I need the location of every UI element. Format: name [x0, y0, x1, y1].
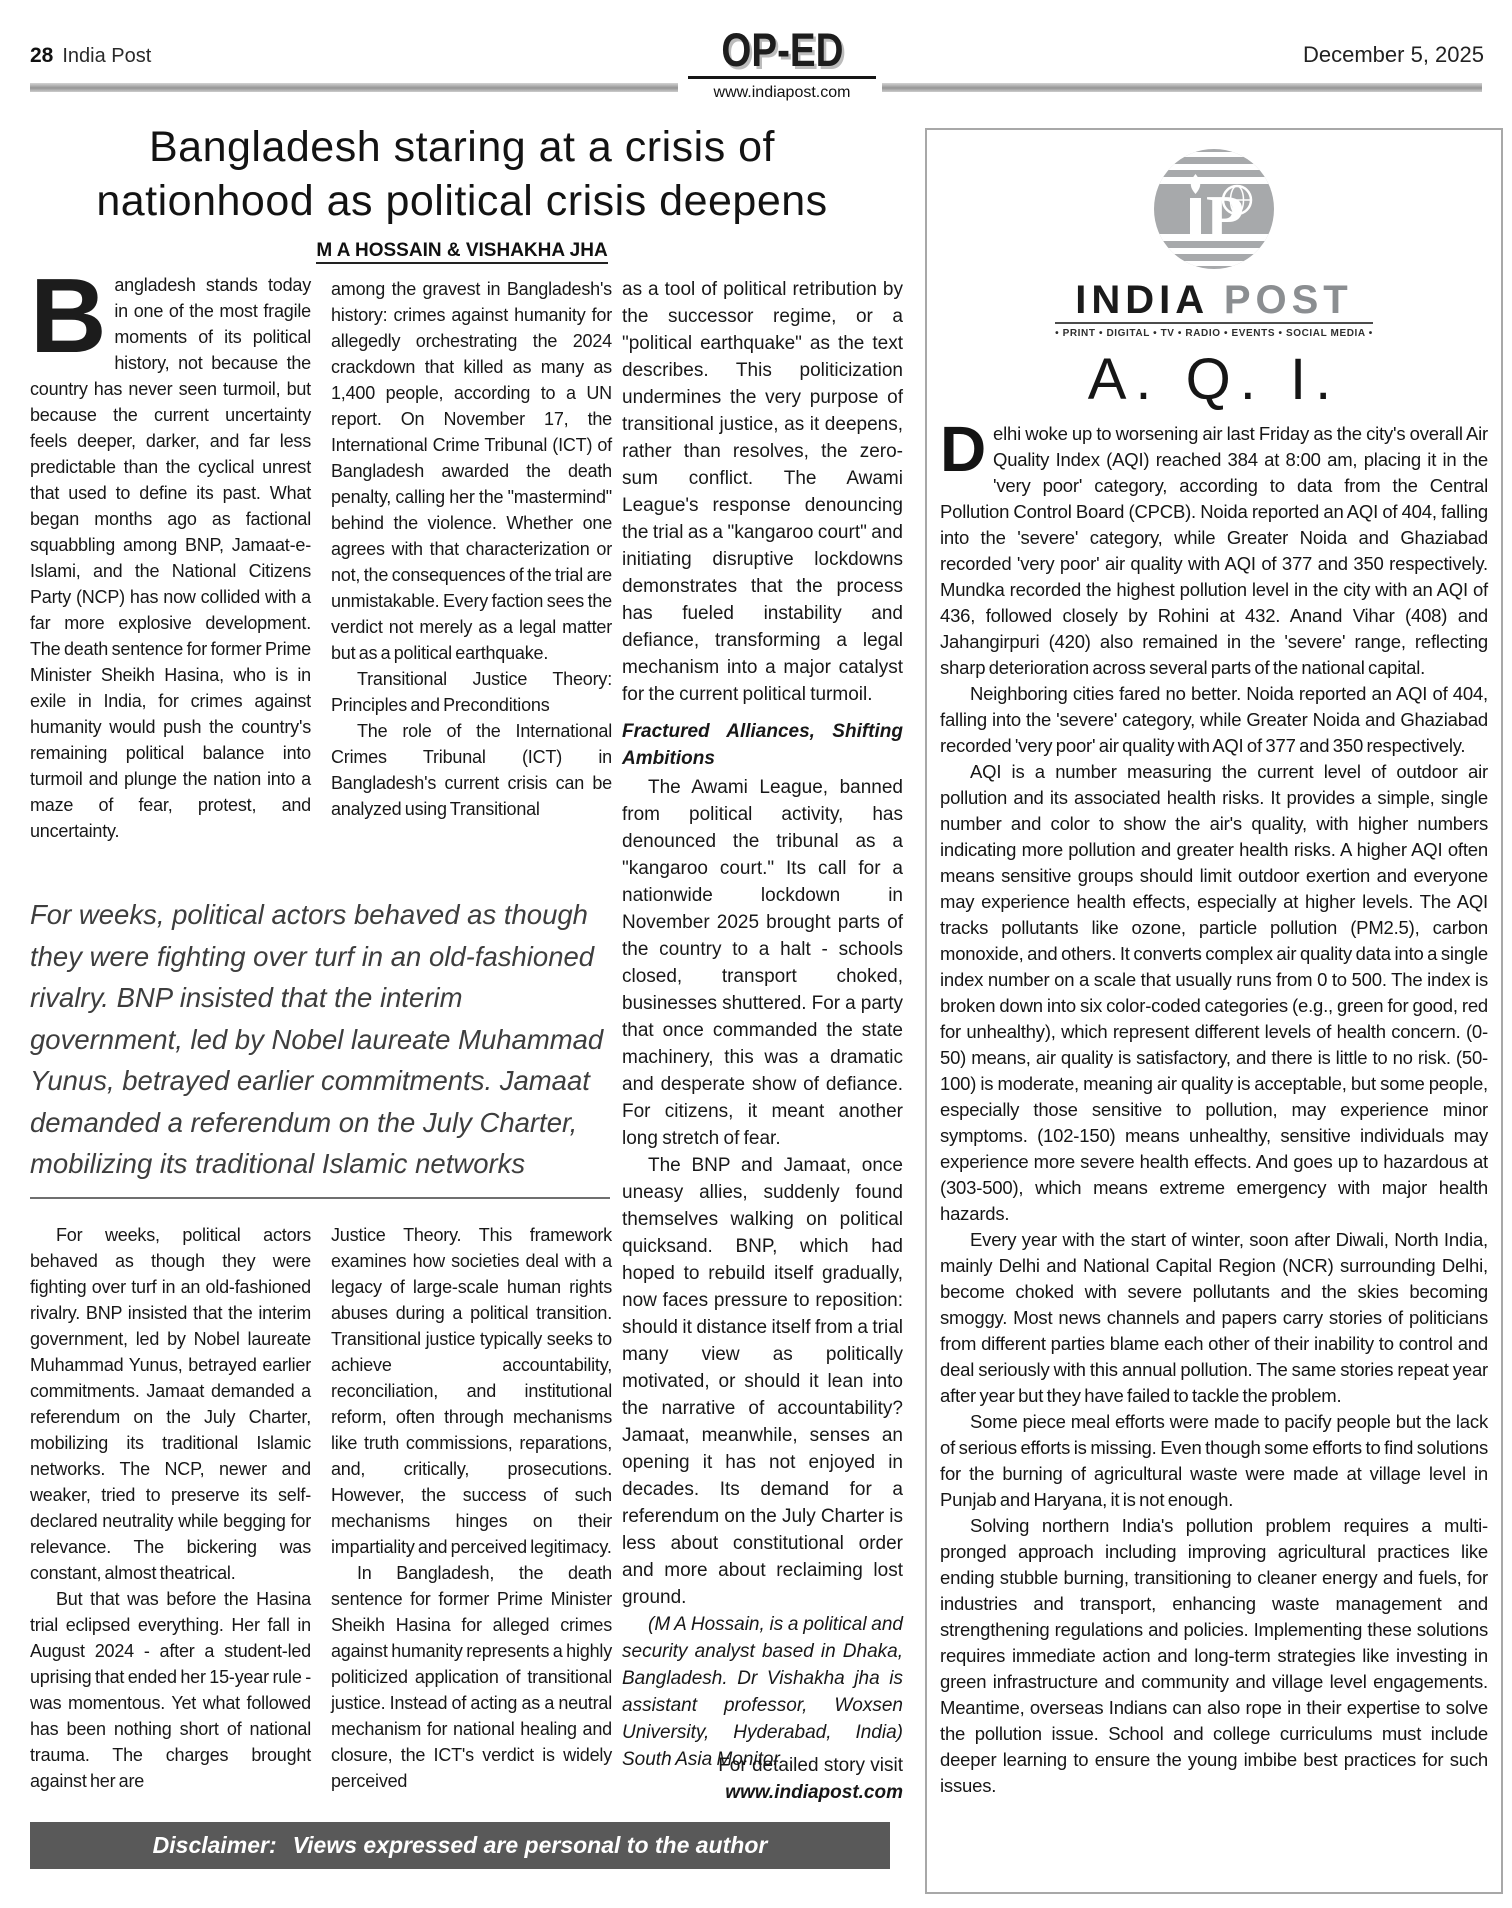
- brand-tagline-wrap: [927, 322, 1501, 341]
- header-rule-left: [30, 83, 678, 92]
- dropcap-b: B: [30, 257, 107, 375]
- aqi-paragraph1: elhi woke up to worsening air last Friday as the city's overall Air Quality Index (AQI) reached 384 at 8:00 am, placing it in the 'very poor' category, according to data from the Central Pollution Control Board (CPCB). Noida reported an AQI of 404, falling into the 'severe' category, while Greater Noida and Ghaziabad recorded 'very poor' air quality with AQI of 377 and 350 respectively. Mundka recorded the highest pollution level in the city with an AQI of 436, followed closely by Rohini at 432. Anand Vihar (408) and Jahangirpuri (420) also remained in the 'severe' range, reflecting sharp deterioration across several parts of the national capital.: [940, 423, 1488, 678]
- india-post-emblem-icon: [1151, 146, 1277, 272]
- col2-paragraph5: In Bangladesh, the death sentence for former Prime Minister Sheikh Hasina for alleged crimes against humanity represents a highly politicized application of transitional justice. Instead of acting as a neutral mechanism for national healing and closure, the ICT's verdict is widely perceived: [331, 1563, 612, 1791]
- col3-paragraph2: The Awami League, banned from political activity, has denounced the tribunal as a "kangaroo court." Its call for a nationwide lockdown in November 2025 brought parts of the country to a halt - schools closed, transport choked, businesses shuttered. For a party that once commanded the state machinery, this was a dramatic and desperate show of defiance. For citizens, it meant another long stretch of fear.: [622, 777, 903, 1149]
- col3-paragraph3: The BNP and Jamaat, once uneasy allies, suddenly found themselves walking on political quicksand. BNP, which had hoped to rebuild itself gradually, now faces pressure to reposition: should it distance itself from a trial many view as politically motivated, or should it lean into the narrative of accountability? Jamaat, meanwhile, senses an opening it has not enjoyed in decades. Its demand for a referendum on the July Charter is less about constitutional order and more about reclaiming lost ground.: [622, 1155, 903, 1608]
- brand-tagline: • PRINT • DIGITAL • TV • RADIO • EVENTS • SOCIAL MEDIA •: [1055, 322, 1373, 339]
- dropcap-d: D: [940, 413, 987, 485]
- author-credit: (M A Hossain, is a political and security analyst based in Dhaka, Bangladesh. Dr Vishakha jha is assistant professor, Woxsen University, Hyderabad, India) South Asia Monitor: [622, 1614, 903, 1770]
- aqi-paragraph6: Solving northern India's pollution problem requires a multi-pronged approach including improving agricultural practices like ending stubble burning, transitioning to cleaner energy and fuels, for industries and transport, enhancing waste management and strengthening regulations and policies. Implementing these solutions requires immediate action and long-term strategies like investing in green infrastructure and community and village level engagements. Meantime, overseas Indians can also rope in their expertise to solve the pollution issue. School and college curriculums must include deeper learning to ensure the young imbibe best practices for such issues.: [940, 1515, 1488, 1796]
- column1-lower: [30, 1222, 311, 1794]
- pull-quote: For weeks, political actors behaved as though they were fighting over turf in an old-fashioned rivalry. BNP insisted that the interim government, led by Nobel laureate Muhammad Yunus, betrayed earlier commitments. Jamaat demanded a referendum on the July Charter, mobilizing its traditional Islamic networks: [30, 894, 610, 1199]
- col1-paragraph3: But that was before the Hasina trial eclipsed everything. Her fall in August 2024 - after a student-led uprising that ended her 15-year rule - was momentous. Yet what followed has been nothing short of national trauma. The charges brought against her are: [30, 1589, 311, 1791]
- aqi-paragraph4: Every year with the start of winter, soon after Diwali, North India, mainly Delhi and National Capital Region (NCR) surrounding Delhi, become choked with severe pollutants and the skies becoming smoggy. Most news channels and papers carry stories of politicians from different parties blame each other of their inability to control and deal seriously with this annual pollution. The same stories repeat year after year but they have failed to tackle the problem.: [940, 1229, 1488, 1406]
- visit-line1: For detailed story visit: [718, 1755, 903, 1776]
- col2-paragraph2: Transitional Justice Theory: Principles and Preconditions: [331, 669, 612, 715]
- aqi-body: [940, 413, 1488, 1799]
- section-rule: [688, 76, 876, 79]
- col1-paragraph1: angladesh stands today in one of the most fragile moments of its political history, not because the country has never seen turmoil, but because the current uncertainty feels deeper, darker, and far less predictable than the cyclical unrest that used to define its past. What began months ago as factional squabbling among BNP, Jamaat-e-Islami, and the National Citizens Party (NCP) has now collided with a far more explosive development. The death sentence for former Prime Minister Sheikh Hasina, who is in exile in India, for crimes against humanity would push the country's remaining political balance into turmoil and plunge the nation into a maze of fear, protest, and uncertainty.: [30, 275, 311, 841]
- disclaimer-text: Views expressed are personal to the author: [292, 1832, 768, 1858]
- visit-note: [622, 1752, 903, 1806]
- col3-subhead: Fractured Alliances, Shifting Ambitions: [622, 721, 903, 769]
- wordmark-india: INDIA: [1075, 278, 1208, 322]
- column3: [622, 276, 903, 1773]
- india-post-wordmark: [927, 280, 1501, 320]
- visit-website: www.indiapost.com: [725, 1782, 903, 1803]
- col2-paragraph1: among the gravest in Bangladesh's history: crimes against humanity for allegedly orchestrating the 2024 crackdown that killed as many as 1,400 people, according to a UN report. On November 17, the International Crime Tribunal (ICT) of Bangladesh awarded the death penalty, calling her the "mastermind" behind the violence. Whether one agrees with that characterization or not, the consequences of the trial are unmistakable. Every faction sees the verdict not merely as a legal matter but as a political earthquake.: [331, 279, 612, 663]
- section-title: OP-ED: [720, 23, 844, 76]
- page-number: 28: [30, 44, 54, 67]
- column1-upper: [30, 257, 311, 844]
- page-header-left: [30, 44, 151, 68]
- aqi-paragraph3: AQI is a number measuring the current level of outdoor air pollution and its associated health risks. It provides a simple, single number and color to show the air's quality, with higher numbers indicating more pollution and greater health risks. A higher AQI often means sensitive groups should limit outdoor exertion and everyone may experience health effects, especially at higher levels. The AQI tracks pollutants like ozone, particle pollution (PM2.5), carbon monoxide, and others. It converts complex air quality data into a single index number on a scale that usually runs from 0 to 500. The index is broken down into six color-coded categories (e.g., green for good, red for unhealthy), which represent different levels of health concern. (0-50) means, air quality is satisfactory, and there is little to no risk. (50-100) is moderate, meaning air quality is acceptable, but some people, especially those sensitive to pollution, may experience minor symptoms. (102-150) means unhealthy, sensitive individuals may experience more severe health effects. And goes up to hazardous at (303-500), which means extreme emergency with major health hazards.: [940, 761, 1488, 1224]
- aqi-headline: A. Q. I.: [1087, 347, 1341, 412]
- svg-text:P: P: [1206, 184, 1244, 252]
- col1-paragraph2: For weeks, political actors behaved as though they were fighting over turf in an old-fashioned rivalry. BNP insisted that the interim government, led by Nobel laureate Muhammad Yunus, betrayed earlier commitments. Jamaat demanded a referendum on the July Charter, mobilizing its traditional Islamic networks. The NCP, newer and weaker, tried to preserve its self-declared neutrality while begging for relevance. The bickering was constant, almost theatrical.: [30, 1225, 311, 1583]
- article-title: [20, 120, 904, 228]
- aqi-panel: [925, 128, 1503, 1894]
- aqi-paragraph5: Some piece meal efforts were made to pacify people but the lack of serious efforts is missing. Even though some efforts to find solutions for the burning of agricultural waste were made at village level in Punjab and Haryana, it is not enough.: [940, 1411, 1488, 1510]
- column2-upper: [331, 276, 612, 822]
- byline: M A HOSSAIN & VISHAKHA JHA: [20, 240, 904, 262]
- disclaimer-label: Disclaimer:: [152, 1832, 277, 1858]
- col2-paragraph3: The role of the International Crimes Tribunal (ICT) in Bangladesh's current crisis can be analyzed using Transitional: [331, 721, 612, 819]
- wordmark-post: POST: [1223, 278, 1353, 322]
- disclaimer-bar: [30, 1822, 890, 1869]
- article-title-line1: Bangladesh staring at a crisis of: [149, 123, 775, 171]
- issue-date: December 5, 2025: [1303, 42, 1484, 67]
- column2-lower: [331, 1222, 612, 1794]
- header-website: www.indiapost.com: [713, 84, 851, 101]
- col2-paragraph4: Justice Theory. This framework examines how societies deal with a legacy of large-scale human rights abuses during a political transition. Transitional justice typically seeks to achieve accountability, reconciliation, and institutional reform, often through mechanisms like truth commissions, reparations, and, critically, prosecutions. However, the success of such mechanisms hinges on their impartiality and perceived legitimacy.: [331, 1225, 612, 1557]
- col3-paragraph1: as a tool of political retribution by the successor regime, or a "political earthquake" as the text describes. This politicization undermines the very purpose of transitional justice, as it deepens, rather than resolves, the zero-sum conflict. The Awami League's response denouncing the trial as a "kangaroo court" and initiating disruptive lockdowns demonstrates that the process has fueled instability and defiance, transforming a legal mechanism into a major catalyst for the current political turmoil.: [622, 279, 903, 705]
- aqi-paragraph2: Neighboring cities fared no better. Noida reported an AQI of 404, falling into the 'severe' category, while Greater Noida and Ghaziabad recorded 'very poor' air quality with AQI of 377 and 350 respectively.: [940, 683, 1488, 756]
- header-rule-right: [882, 83, 1482, 92]
- article-title-line2: nationhood as political crisis deepens: [96, 177, 828, 225]
- section-block: [688, 23, 876, 102]
- masthead: India Post: [62, 45, 152, 67]
